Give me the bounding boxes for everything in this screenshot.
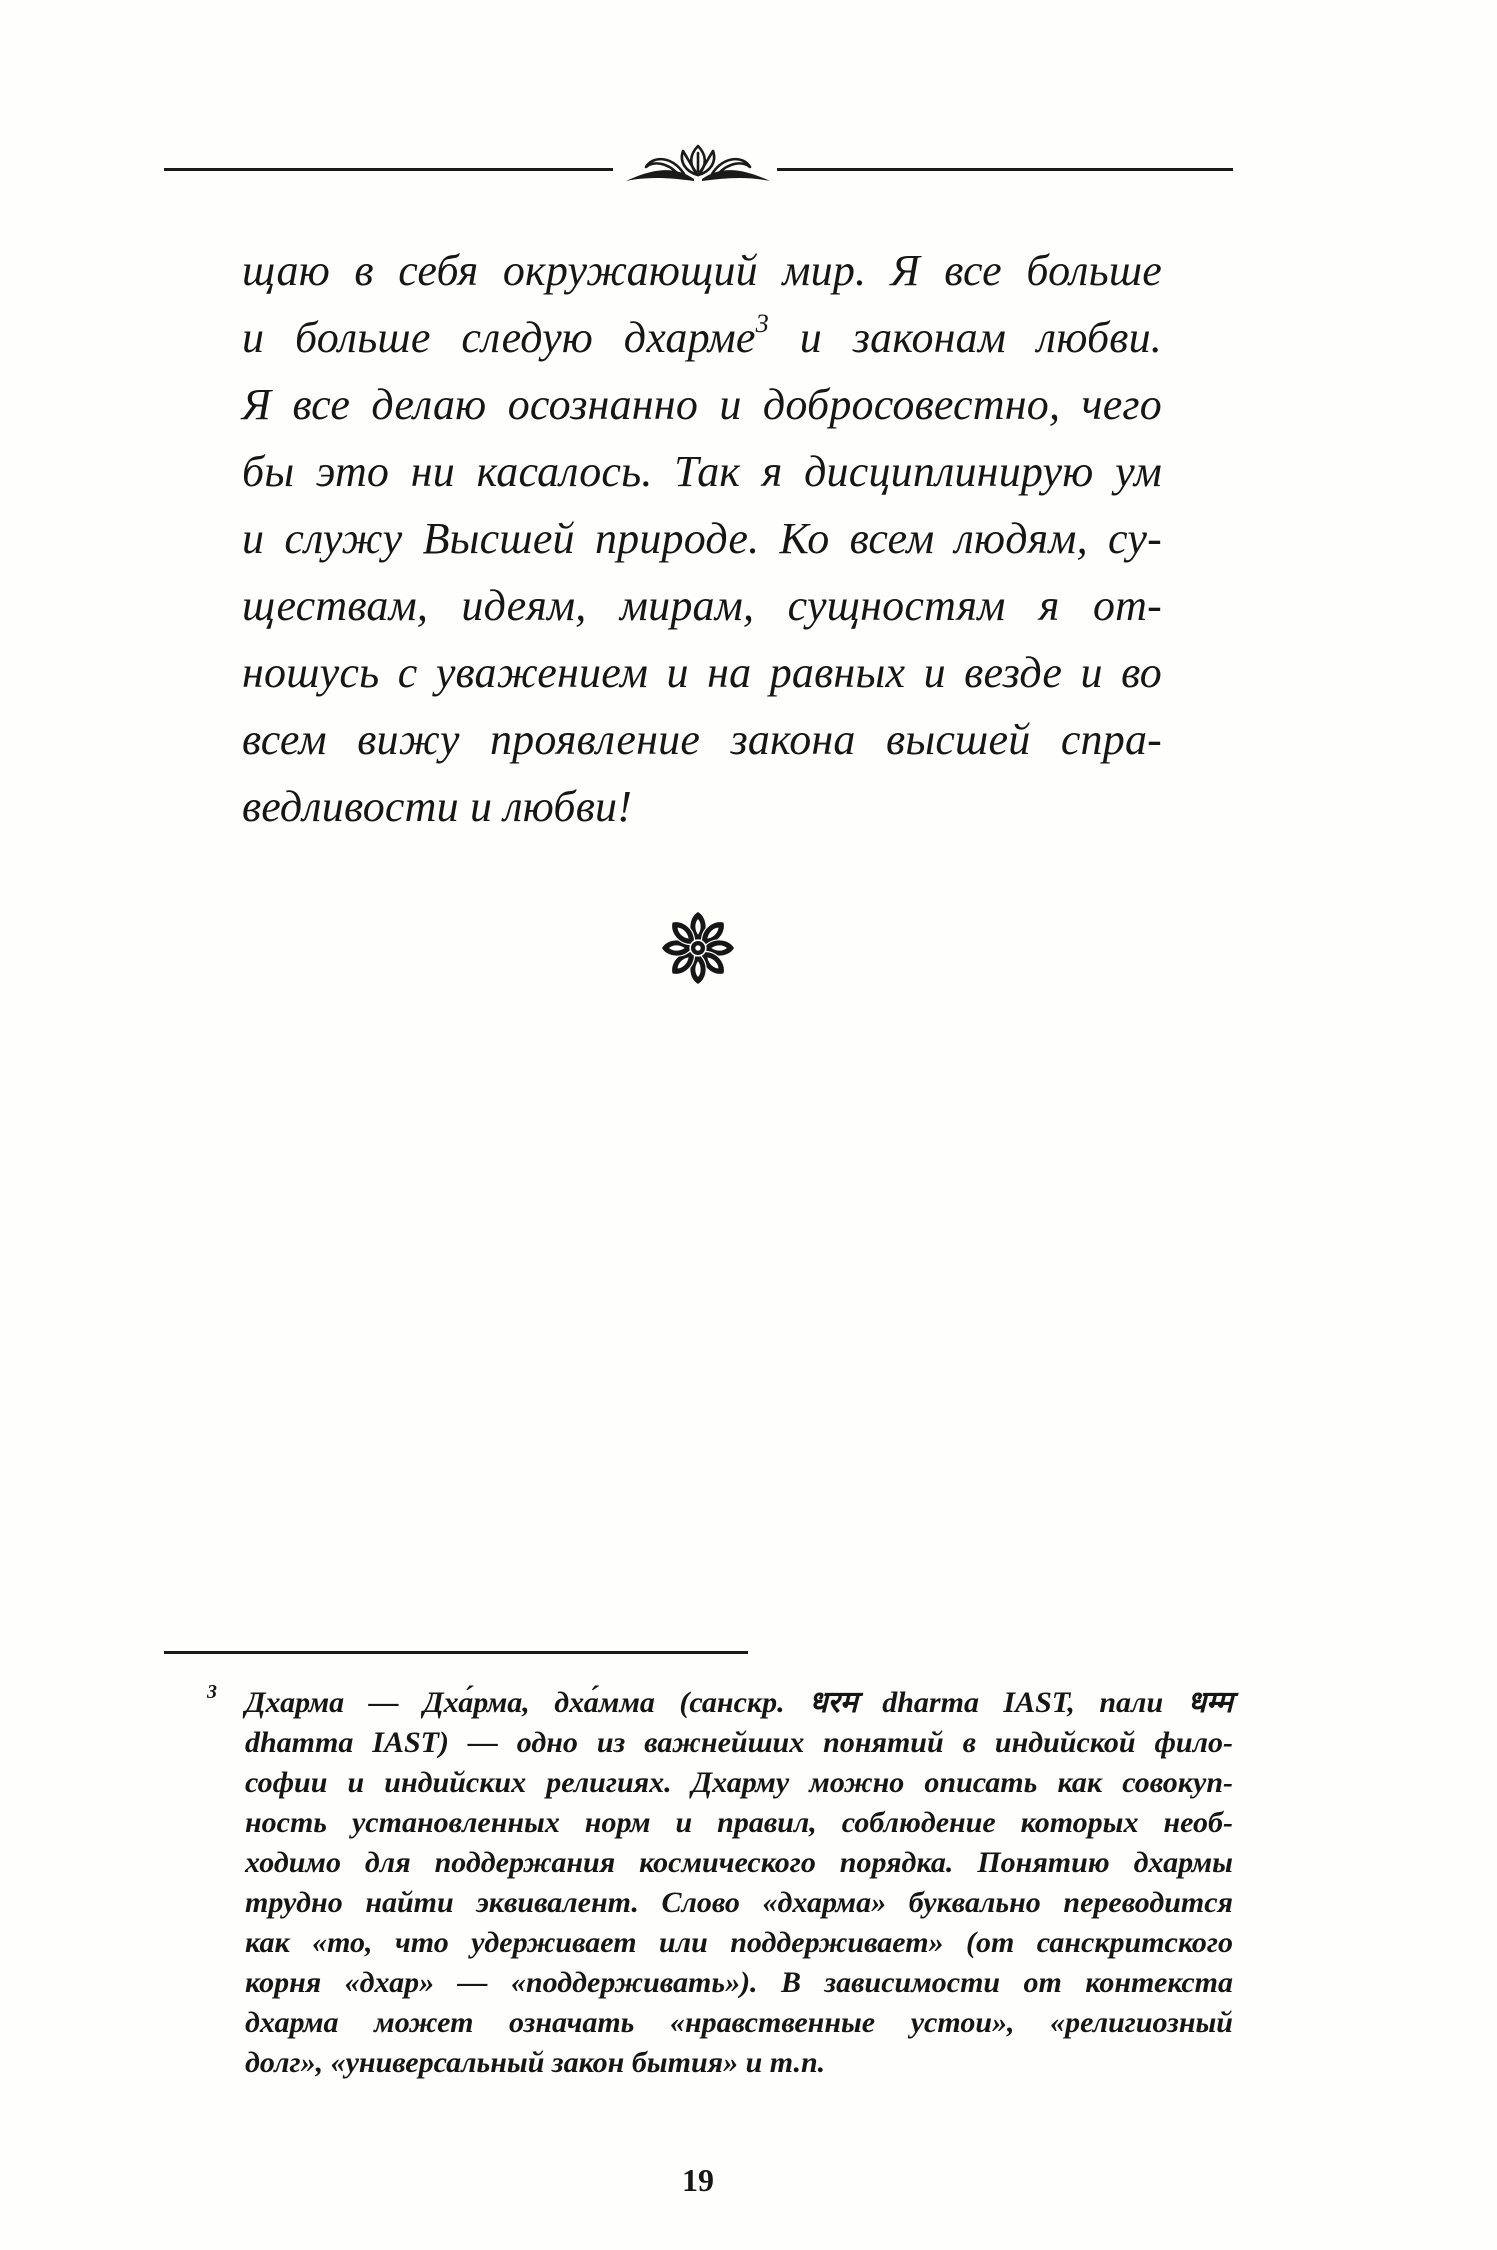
footnote-line: Дхарма — Дха́рма, дха́мма (санскр. धरम dharma IAST, пали धम्म xyxy=(245,1686,1233,1719)
footnote-line: ность установленных норм и правил, соблюдение которых необ- xyxy=(245,1806,1233,1839)
body-line: ношусь с уважением и на равных и везде и во xyxy=(242,648,1162,697)
lotus-divider-icon xyxy=(622,141,774,187)
body-line: ведливости и любви! xyxy=(242,782,633,831)
header-rule-right xyxy=(777,168,1233,171)
body-line-text: и больше следую дхарме xyxy=(242,313,756,362)
header-rule-left xyxy=(164,168,613,171)
footnote-line: как «то, что удерживает или поддерживает» (от санскритского xyxy=(245,1926,1233,1959)
footnote-line: ходимо для поддержания космического порядка. Понятию дхармы xyxy=(245,1846,1233,1879)
footnote-line: трудно найти эквивалент. Слово «дхарма» буквально переводится xyxy=(245,1886,1233,1919)
footnote-marker: 3 xyxy=(207,1681,217,1703)
footnote-rule xyxy=(164,1651,748,1654)
footnote-line: софии и индийских религиях. Дхарму можно описать как совокуп- xyxy=(245,1766,1233,1799)
footnote-reference: 3 xyxy=(755,308,770,339)
footnote-line: dhamma IAST) — одно из важнейших понятий в индийской фило- xyxy=(245,1726,1233,1759)
body-line: бы это ни касалось. Так я дисциплинирую ум xyxy=(242,447,1162,496)
body-line: ществам, идеям, мирам, сущностям я от- xyxy=(242,581,1162,630)
body-line: щаю в себя окружающий мир. Я все больше xyxy=(242,246,1162,295)
flower-icon xyxy=(659,909,737,987)
body-text xyxy=(242,237,1162,840)
body-line xyxy=(242,304,1162,371)
body-line: Я все делаю осознанно и добросовестно, чего xyxy=(242,380,1162,429)
footnote-line: корня «дхар» — «поддерживать»). В зависимости от контекста xyxy=(245,1966,1233,1999)
body-line: и служу Высшей природе. Ко всем людям, су- xyxy=(242,514,1162,563)
footnote-line: долг», «универсальный закон бытия» и т.п. xyxy=(245,2046,826,2079)
body-line-text: и законам любви. xyxy=(769,313,1162,362)
footnote-line: дхарма может означать «нравственные устои», «религиозный xyxy=(245,2006,1233,2039)
footnote-text xyxy=(245,1683,1233,2083)
body-line: всем вижу проявление закона высшей спра- xyxy=(242,715,1162,764)
page-number: 19 xyxy=(682,2162,714,2198)
